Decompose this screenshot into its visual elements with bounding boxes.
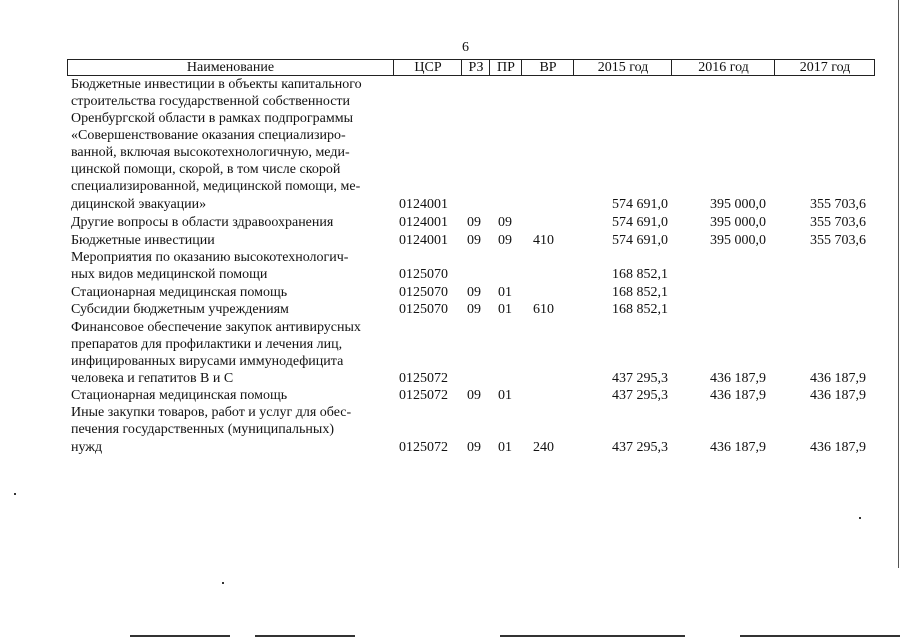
name-line: человека и гепатитов В и С bbox=[71, 371, 234, 386]
cell-rz: 09 bbox=[467, 215, 481, 230]
cell-csr: 0125072 bbox=[399, 371, 448, 386]
header-2015: 2015 год bbox=[573, 60, 672, 75]
name-line: дицинской эвакуации» bbox=[71, 197, 207, 212]
cell-csr: 0124001 bbox=[399, 215, 448, 230]
cell-2015: 437 295,3 bbox=[612, 440, 668, 455]
cell-2017: 355 703,6 bbox=[810, 233, 866, 248]
cell-pr: 01 bbox=[498, 388, 512, 403]
cell-vr: 610 bbox=[533, 302, 554, 317]
name-line: «Совершенствование оказания специализиро- bbox=[71, 128, 346, 143]
cell-2016: 395 000,0 bbox=[710, 197, 766, 212]
scan-bottom-mark bbox=[255, 635, 355, 637]
cell-2015: 574 691,0 bbox=[612, 233, 668, 248]
cell-2015: 437 295,3 bbox=[612, 388, 668, 403]
cell-2015: 574 691,0 bbox=[612, 197, 668, 212]
header-vr: ВР bbox=[521, 60, 574, 75]
name-line: Мероприятия по оказанию высокотехнологич- bbox=[71, 250, 349, 265]
name-line: ных видов медицинской помощи bbox=[71, 267, 268, 282]
name-line: цинской помощи, скорой, в том числе скорой bbox=[71, 162, 341, 177]
name-line: Стационарная медицинская помощь bbox=[71, 388, 288, 403]
name-line: Финансовое обеспечение закупок антивирусных bbox=[71, 320, 361, 335]
name-line: печения государственных (муниципальных) bbox=[71, 422, 334, 437]
scan-bottom-mark bbox=[130, 635, 230, 637]
cell-2015: 437 295,3 bbox=[612, 371, 668, 386]
header-2016: 2016 год bbox=[671, 60, 775, 75]
header-pr: ПР bbox=[489, 60, 522, 75]
name-line: инфицированных вирусами иммунодефицита bbox=[71, 354, 344, 369]
name-line: Другие вопросы в области здравоохранения bbox=[71, 215, 334, 230]
cell-2017: 436 187,9 bbox=[810, 440, 866, 455]
cell-vr: 410 bbox=[533, 233, 554, 248]
name-line: Бюджетные инвестиции bbox=[71, 233, 215, 248]
cell-2016: 436 187,9 bbox=[710, 440, 766, 455]
cell-csr: 0125072 bbox=[399, 388, 448, 403]
cell-vr: 240 bbox=[533, 440, 554, 455]
cell-2016: 436 187,9 bbox=[710, 371, 766, 386]
cell-csr: 0124001 bbox=[399, 197, 448, 212]
cell-pr: 01 bbox=[498, 440, 512, 455]
name-line: ванной, включая высокотехнологичную, меди- bbox=[71, 145, 350, 160]
cell-2015: 168 852,1 bbox=[612, 302, 668, 317]
name-line: Бюджетные инвестиции в объекты капитального bbox=[71, 77, 362, 92]
cell-rz: 09 bbox=[467, 285, 481, 300]
name-line: специализированной, медицинской помощи, ме- bbox=[71, 179, 361, 194]
cell-2017: 436 187,9 bbox=[810, 371, 866, 386]
name-line: Стационарная медицинская помощь bbox=[71, 285, 288, 300]
header-rz: РЗ bbox=[461, 60, 490, 75]
cell-2017: 436 187,9 bbox=[810, 388, 866, 403]
name-line: Оренбургской области в рамках подпрограммы bbox=[71, 111, 354, 126]
name-line: строительства государственной собственности bbox=[71, 94, 351, 109]
header-2017: 2017 год bbox=[774, 60, 875, 75]
name-line: Субсидии бюджетным учреждениям bbox=[71, 302, 289, 317]
table-header bbox=[67, 59, 875, 76]
cell-rz: 09 bbox=[467, 440, 481, 455]
cell-2016: 436 187,9 bbox=[710, 388, 766, 403]
cell-rz: 09 bbox=[467, 233, 481, 248]
cell-2015: 168 852,1 bbox=[612, 285, 668, 300]
cell-rz: 09 bbox=[467, 302, 481, 317]
scan-dot bbox=[859, 517, 861, 519]
scan-bottom-mark bbox=[740, 635, 900, 637]
cell-rz: 09 bbox=[467, 388, 481, 403]
cell-2016: 395 000,0 bbox=[710, 215, 766, 230]
cell-csr: 0125072 bbox=[399, 440, 448, 455]
scan-dot bbox=[222, 582, 224, 584]
cell-pr: 09 bbox=[498, 233, 512, 248]
cell-pr: 01 bbox=[498, 302, 512, 317]
scan-dot bbox=[14, 493, 16, 495]
cell-csr: 0125070 bbox=[399, 267, 448, 282]
cell-csr: 0125070 bbox=[399, 302, 448, 317]
name-line: Иные закупки товаров, работ и услуг для обес- bbox=[71, 405, 352, 420]
name-line: препаратов для профилактики и лечения лиц, bbox=[71, 337, 343, 352]
cell-2017: 355 703,6 bbox=[810, 215, 866, 230]
scan-edge-line bbox=[898, 0, 899, 568]
header-csr: ЦСР bbox=[393, 60, 462, 75]
cell-pr: 09 bbox=[498, 215, 512, 230]
cell-2015: 168 852,1 bbox=[612, 267, 668, 282]
cell-2015: 574 691,0 bbox=[612, 215, 668, 230]
cell-csr: 0125070 bbox=[399, 285, 448, 300]
cell-2016: 395 000,0 bbox=[710, 233, 766, 248]
name-line: нужд bbox=[71, 440, 103, 455]
cell-csr: 0124001 bbox=[399, 233, 448, 248]
scan-bottom-mark bbox=[500, 635, 685, 637]
page-number: 6 bbox=[462, 40, 469, 55]
cell-2017: 355 703,6 bbox=[810, 197, 866, 212]
header-name: Наименование bbox=[186, 60, 275, 75]
cell-pr: 01 bbox=[498, 285, 512, 300]
